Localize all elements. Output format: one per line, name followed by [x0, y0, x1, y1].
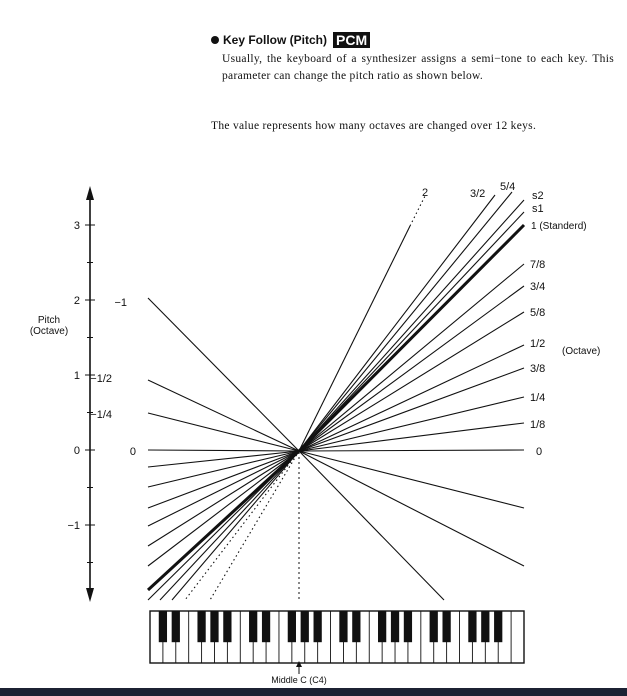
- series-label-right: 1/4: [530, 392, 546, 404]
- series-label-left: −1/4: [90, 409, 112, 421]
- right-unit-label: (Octave): [562, 346, 601, 357]
- series-line-right: [299, 195, 495, 451]
- black-key: [352, 611, 360, 642]
- series-line-left: [148, 413, 299, 451]
- series-line-left: [148, 298, 299, 451]
- black-key: [314, 611, 322, 642]
- series-line-left: [148, 380, 299, 451]
- series-line-right: [299, 345, 524, 451]
- series-label-right: 3/2: [470, 188, 486, 200]
- series-line-lower-left: [185, 451, 299, 600]
- black-key: [249, 611, 257, 642]
- y-tick-label: 2: [73, 295, 80, 307]
- series-line-lower-left: [172, 451, 299, 600]
- series-line-right: [299, 397, 524, 451]
- black-key: [197, 611, 205, 642]
- series-label-right: 2: [422, 187, 429, 199]
- series-lines: [148, 192, 524, 600]
- description-text: Usually, the keyboard of a synthesizer assigns a semi−tone to each key. This parameter can change the pitch ratio as shown below.: [222, 53, 614, 82]
- section-title: Key Follow (Pitch): [223, 33, 328, 47]
- series-line-left: [148, 450, 299, 451]
- series-line-lower-left: [148, 451, 299, 590]
- series-line-right: [299, 200, 524, 451]
- y-tick-label: 1: [73, 370, 80, 382]
- y-axis-label-pitch: Pitch: [37, 315, 61, 326]
- black-key: [494, 611, 502, 642]
- y-axis-arrow-down: [86, 588, 94, 602]
- series-label-left: −1/2: [90, 373, 112, 385]
- series-label-right: 1/8: [530, 419, 546, 431]
- series-line-right: [299, 286, 524, 451]
- y-axis-arrow-up: [86, 186, 94, 200]
- black-key: [404, 611, 412, 642]
- black-key: [468, 611, 476, 642]
- black-key: [430, 611, 438, 642]
- note-text: The value represents how many octaves are changed over 12 keys.: [211, 120, 537, 132]
- black-key: [301, 611, 309, 642]
- black-key: [172, 611, 180, 642]
- black-key: [391, 611, 399, 642]
- middle-c-label: Middle C (C4): [271, 675, 327, 685]
- series-line-lower-left: [148, 451, 299, 600]
- series-label-left: −1: [114, 297, 127, 309]
- black-key: [288, 611, 296, 642]
- black-key: [210, 611, 218, 642]
- series-label-right: 1/2: [530, 338, 546, 350]
- y-tick-label: 0: [73, 445, 80, 457]
- y-tick-label: 3: [73, 220, 80, 232]
- series-label-right: s2: [532, 190, 544, 202]
- black-key: [262, 611, 270, 642]
- series-label-right: 3/8: [530, 363, 546, 375]
- series-label-right: 1 (Standerd): [531, 221, 587, 232]
- black-key: [378, 611, 386, 642]
- series-label-right: s1: [532, 203, 544, 215]
- series-line-dotted: [410, 196, 425, 226]
- series-line-right: [299, 451, 524, 566]
- series-line-right: [299, 264, 524, 451]
- series-line-right: [299, 451, 444, 600]
- series-label-right: 5/4: [500, 181, 516, 193]
- series-label-left: 0: [129, 446, 136, 458]
- piano-keyboard: [150, 611, 524, 663]
- series-line-right: [299, 225, 524, 451]
- series-label-right: 0: [536, 446, 543, 458]
- series-line-right: [299, 450, 524, 451]
- series-label-right: 7/8: [530, 259, 546, 271]
- black-key: [442, 611, 450, 642]
- series-line-right: [299, 451, 524, 508]
- keyboard-frame: [150, 611, 524, 663]
- series-line-lower-left: [148, 451, 299, 566]
- pcm-badge: PCM: [333, 32, 370, 48]
- series-line-lower-left: [148, 451, 299, 526]
- y-axis-label-octave: (Octave): [29, 326, 69, 337]
- bottom-bar: [0, 688, 627, 696]
- series-line-right: [299, 423, 524, 451]
- series-label-right: 5/8: [530, 307, 546, 319]
- series-line-lower-left: [148, 451, 299, 487]
- y-ticks: [67, 220, 95, 563]
- black-key: [481, 611, 489, 642]
- y-tick-label: −1: [67, 520, 80, 532]
- black-key: [159, 611, 167, 642]
- series-label-right: 3/4: [530, 281, 546, 293]
- black-key: [339, 611, 347, 642]
- black-key: [223, 611, 231, 642]
